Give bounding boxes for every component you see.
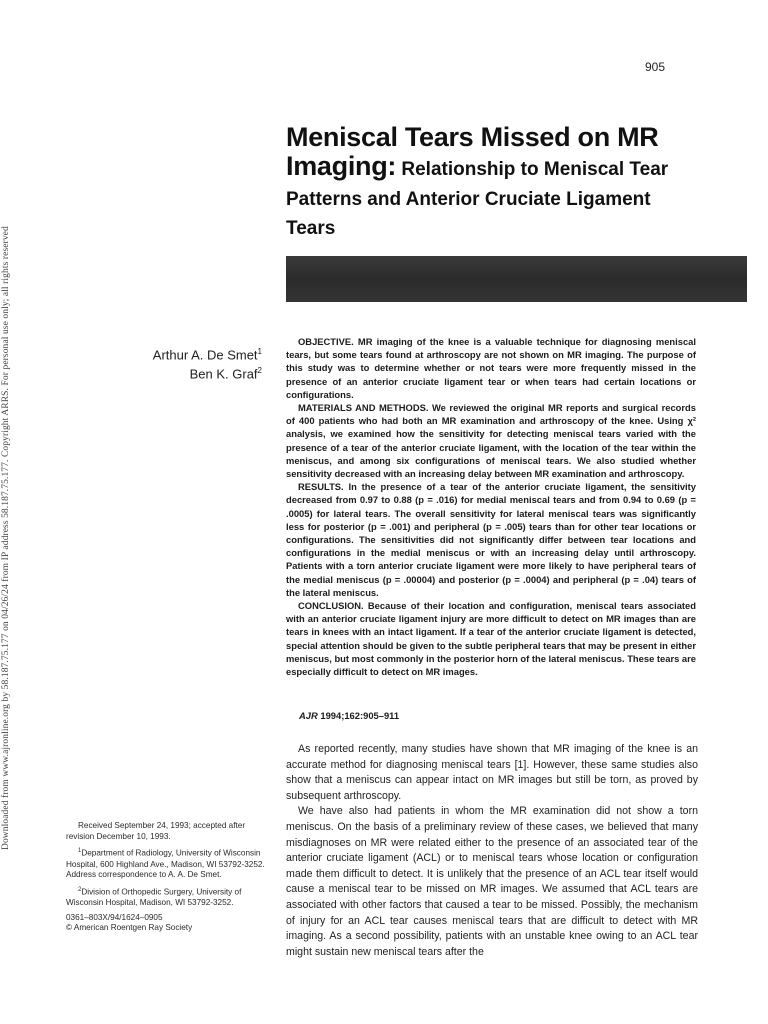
abstract-objective-heading: OBJECTIVE. bbox=[298, 336, 354, 347]
author-list bbox=[120, 344, 262, 383]
title-line-1: Meniscal Tears Missed on MR bbox=[286, 122, 659, 152]
footnote-1 bbox=[66, 846, 266, 881]
abstract-methods-text: We reviewed the original MR reports and surgical records of 400 patients who had both an MR examination and arthroscopy of the knee. Using χ² analysis, we examined how the sensitivity for detecting meniscal tears varied with the presence of a tear of the anterior cruciate ligament, with the location of the tear within the meniscus, and among six configurations of meniscal tears. We also studied whether sensitivity decreased with an increasing delay between MR examination and arthroscopy. bbox=[286, 402, 697, 480]
author bbox=[120, 344, 262, 363]
title-line-4: Tears bbox=[286, 218, 336, 239]
body-paragraph: As reported recently, many studies have shown that MR imaging of the knee is an accurate method for diagnosing meniscal tears [1]. However, these same studies also show that a meniscus can appear intact on MR images but still be torn, as proved by subsequent arthroscopy. bbox=[286, 743, 698, 802]
abstract-objective-text: MR imaging of the knee is a valuable technique for diagnosing meniscal tears, but some tears found at arthroscopy are not shown on MR imaging. The purpose of this study was to determine whether or not tears were more frequently missed in the presence of an anterior cruciate ligament tear or when tears had certain locations or configurations. bbox=[286, 336, 696, 400]
abstract-conclusion bbox=[286, 599, 696, 678]
abstract-methods-heading: MATERIALS AND METHODS. bbox=[298, 402, 429, 414]
title-line-2-big: Imaging: bbox=[286, 151, 397, 181]
journal-citation bbox=[299, 710, 399, 721]
copyright-notice: © American Roentgen Ray Society bbox=[66, 923, 193, 933]
abstract-conclusion-text: Because of their location and configuration, meniscal tears associated with an anterior cruciate ligament injury are more difficult to detect on MR images than are tears in knees with an intact ligament. If a tear of the anterior cruciate ligament is detected, special attention should be given to the subtle peripheral tears that may be present in either meniscus, but most commonly in the posterior horn of the lateral meniscus. These tears are especially difficult to detect on MR images. bbox=[286, 600, 697, 678]
title-line-3: Patterns and Anterior Cruciate Ligament bbox=[286, 189, 651, 210]
journal-name: AJR bbox=[299, 710, 318, 721]
title-banner-bar bbox=[286, 256, 747, 302]
received-date-note: Received September 24, 1993; accepted after revision December 10, 1993. bbox=[66, 821, 246, 841]
article-title bbox=[286, 123, 726, 243]
title-line-2-rest: Relationship to Meniscal Tear bbox=[396, 159, 669, 180]
abstract-methods bbox=[286, 401, 696, 480]
abstract-results-heading: RESULTS. bbox=[298, 481, 344, 493]
download-notice: Downloaded from www.ajronline.org by 58.187.75.177 on 04/26/24 from IP address 58.187.75.177. Copyright ARRS. For personal use only; all rights reserved bbox=[1, 226, 11, 850]
footnotes bbox=[66, 821, 266, 934]
abstract-results-text: In the presence of a tear of the anterior cruciate ligament, the sensitivity decreased from 0.97 to 0.88 (p = .016) for medial meniscal tears and from 0.94 to 0.69 (p = .0005) for lateral tears. The overall sensitivity for lateral meniscal tears was significantly less for posterior (p = .001) and peripheral (p = .005) tears than for other tear locations or configurations. The sensitivities did not significantly differ between tear locations and configurations in the medial meniscus or with an increasing delay until arthroscopy. Patients with a torn anterior cruciate ligament were more likely to have peripheral tears of the medial meniscus (p = .00004) and posterior (p = .0004) and peripheral (p = .04) tears of the lateral meniscus. bbox=[286, 481, 696, 598]
footnote-1-mark: 1 bbox=[78, 848, 82, 855]
footnote-2 bbox=[66, 885, 266, 909]
author bbox=[120, 363, 262, 382]
citation-ref: 1994;162:905–911 bbox=[317, 710, 400, 721]
title-line-2 bbox=[286, 152, 726, 185]
footnote-2-text: Division of Orthopedic Surgery, University of Wisconsin Hospital, Madison, WI 53792-3252. bbox=[66, 887, 242, 908]
author-affiliation-mark: 2 bbox=[257, 366, 262, 376]
author-name: Arthur A. De Smet bbox=[152, 347, 258, 363]
abstract-results bbox=[286, 480, 696, 599]
author-name: Ben K. Graf bbox=[189, 366, 258, 382]
body-paragraph: We have also had patients in whom the MR examination did not show a torn meniscus. On the basis of a preliminary review of these cases, we believed that many misdiagnoses on MR were related either to the presence of an associated tear of the anterior cruciate ligament (ACL) or to meniscal tears whose location or configuration made them difficult to detect. It is unlikely that the presence of an ACL tear itself would cause a meniscal tear to be missed on MR images. We assumed that ACL tears are associated with other factors that caused a tear to be missed. Possibly, the mechanism of injury for an ACL tear causes meniscal tears that are difficult to detect with MR imaging. As a second possibility, patients with an unstable knee owing to an ACL tear might sustain new meniscal tears after the bbox=[286, 805, 698, 958]
article-body bbox=[286, 742, 698, 960]
footnote-2-mark: 2 bbox=[78, 886, 82, 893]
page-number: 905 bbox=[645, 60, 666, 74]
footnote-1-text: Department of Radiology, University of Wisconsin Hospital, 600 Highland Ave., Madison, WI 53792-3252. Address correspondence to A. A. De Smet. bbox=[66, 848, 265, 880]
abstract bbox=[286, 335, 696, 678]
issn-code: 0361–803X/94/1624–0905 bbox=[66, 912, 163, 922]
abstract-conclusion-heading: CONCLUSION. bbox=[298, 600, 364, 612]
author-affiliation-mark: 1 bbox=[257, 347, 262, 356]
abstract-objective bbox=[286, 335, 696, 401]
